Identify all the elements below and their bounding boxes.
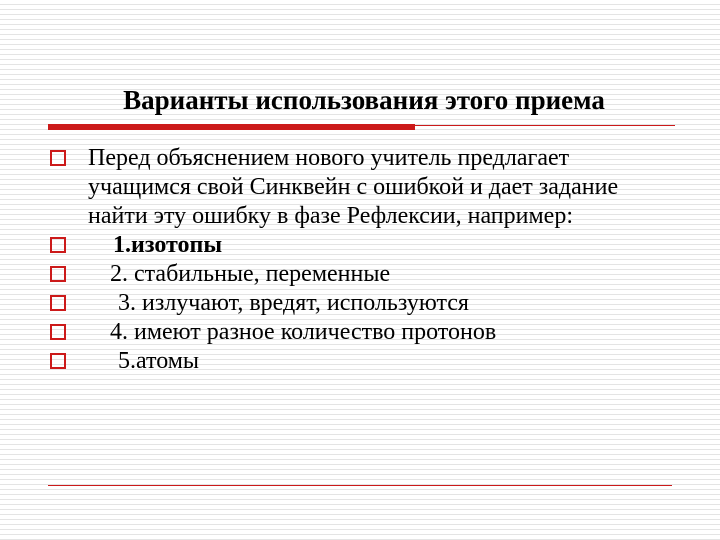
hollow-square-bullet-icon	[50, 295, 66, 311]
bullet-list	[0, 144, 720, 376]
hollow-square-bullet-icon	[50, 353, 66, 369]
hollow-square-bullet-icon	[50, 324, 66, 340]
list-item	[0, 231, 720, 260]
bottom-rule	[48, 485, 672, 486]
list-item	[0, 144, 720, 231]
list-item	[0, 289, 720, 318]
list-item-text: 1.изотопы	[113, 232, 223, 258]
slide-title: Варианты использования этого приема	[123, 85, 605, 115]
list-item-text: 3. излучают, вредят, используются	[118, 290, 469, 316]
list-item-text: 5.атомы	[118, 348, 200, 374]
list-item-text: 4. имеют разное количество протонов	[110, 319, 497, 345]
list-item-text: Перед объяснением нового учитель предлагает учащимся свой Синквейн с ошибкой и дает задание найти эту ошибку в фазе Рефлексии, например:	[88, 145, 619, 229]
list-item	[0, 347, 720, 376]
hollow-square-bullet-icon	[50, 266, 66, 282]
title-underline-thick	[48, 124, 415, 130]
hollow-square-bullet-icon	[50, 150, 66, 166]
list-item	[0, 260, 720, 289]
list-item	[0, 318, 720, 347]
list-item-text: 2. стабильные, переменные	[110, 261, 391, 287]
hollow-square-bullet-icon	[50, 237, 66, 253]
